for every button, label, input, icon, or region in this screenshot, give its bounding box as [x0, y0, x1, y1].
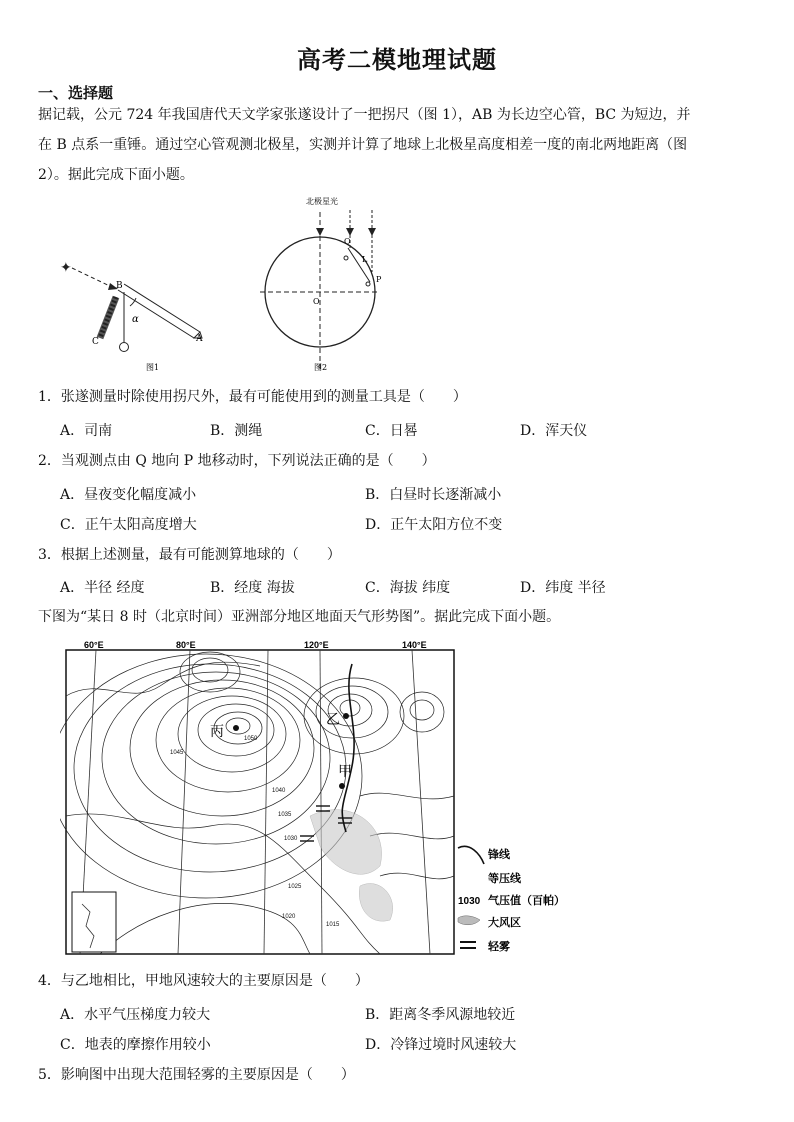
- intro-line-2: 在 B 点系一重锤。通过空心管观测北极星，实测并计算了地球上北极星高度相差一度的南北两地距离（图: [38, 137, 688, 153]
- fig2-label-o: O: [313, 297, 320, 306]
- isobar-label-1045: 1045: [170, 750, 184, 756]
- q3-option-d: D．纬度 半径: [520, 580, 606, 596]
- legend-value: 气压值（百帕）: [488, 895, 565, 907]
- q4-option-d: D．冷锋过境时风速较大: [365, 1037, 517, 1053]
- q2-option-a: A．昼夜变化幅度减小: [60, 487, 197, 503]
- fig2-top-label: 北极星光: [306, 197, 338, 206]
- isobar-label-1015: 1015: [326, 922, 340, 928]
- fig1-label-b: B: [116, 281, 123, 291]
- q4-stem: 4．与乙地相比，甲地风速较大的主要原因是（ ）: [38, 973, 369, 989]
- fig2-label-p: P: [376, 275, 382, 284]
- lon-140: 140°E: [402, 640, 427, 650]
- q1-option-a: A．司南: [60, 423, 113, 439]
- q4-option-c: C．地表的摩擦作用较小: [60, 1037, 211, 1053]
- isobar-label-1030: 1030: [284, 836, 298, 842]
- q3-option-a: A．半径 经度: [60, 580, 145, 596]
- q3-stem: 3．根据上述测量，最有可能测算地球的（ ）: [38, 547, 341, 563]
- q4-option-b: B．距离冬季风源地较近: [365, 1007, 516, 1023]
- page-title: 高考二模地理试题: [297, 46, 497, 74]
- legend-front: 锋线: [488, 849, 510, 861]
- star-icon: ✦: [60, 260, 72, 276]
- lon-60: 60°E: [84, 640, 104, 650]
- isobar-label-1025: 1025: [288, 884, 302, 890]
- legend-front-symbol: [458, 846, 484, 864]
- isobar-label-1040: 1040: [272, 788, 286, 794]
- map-legend: [458, 846, 565, 953]
- legend-wind-symbol: [458, 916, 480, 925]
- legend-fog: 轻雾: [488, 941, 510, 953]
- fig1-label-alpha: α: [132, 314, 139, 325]
- q1-option-c: C．日晷: [365, 423, 418, 439]
- fig2-label-l: L: [362, 255, 368, 264]
- figure-1: [60, 260, 203, 372]
- lon-120: 120°E: [304, 640, 329, 650]
- intro-line-1: 据记载，公元 724 年我国唐代天文学家张遂设计了一把拐尺（图 1），AB 为长边空心管，BC 为短边，并: [38, 107, 691, 123]
- figure-2: [260, 196, 382, 372]
- q2-option-d: D．正午太阳方位不变: [365, 517, 503, 533]
- legend-wind: 大风区: [488, 917, 521, 929]
- jia-marker: [339, 783, 345, 789]
- legend-value-num: 1030: [458, 896, 481, 907]
- fig1-label-a: A: [196, 334, 203, 344]
- intro-line-3: 2）。据此完成下面小题。: [38, 167, 194, 183]
- isobar-label-1035: 1035: [278, 812, 292, 818]
- legend-isobar: 等压线: [488, 873, 521, 885]
- yi-marker: [343, 713, 349, 719]
- fig2-caption: 图2: [314, 363, 328, 372]
- place-bing: 丙: [210, 724, 224, 740]
- isobar-label-1020: 1020: [282, 914, 296, 920]
- isobar-label-1050: 1050: [244, 736, 258, 742]
- weather-map: [60, 636, 600, 958]
- q2-stem: 2．当观测点由 Q 地向 P 地移动时，下列说法正确的是（ ）: [38, 453, 436, 469]
- fig1-label-c: C: [92, 337, 99, 347]
- q2-option-b: B．白昼时长逐渐减小: [365, 487, 502, 503]
- bing-marker: [233, 725, 239, 731]
- place-yi: 乙: [326, 712, 340, 728]
- fig2-label-q: Q: [344, 237, 351, 246]
- inset-map: [72, 892, 116, 952]
- q1-option-b: B．测绳: [210, 423, 263, 439]
- lon-80: 80°E: [176, 640, 196, 650]
- q5-stem: 5．影响图中出现大范围轻雾的主要原因是（ ）: [38, 1067, 355, 1083]
- q4-option-a: A．水平气压梯度力较大: [60, 1007, 211, 1023]
- figures-1-2: [50, 192, 410, 380]
- section-heading: 一、选择题: [38, 84, 114, 102]
- q3-option-c: C．海拔 纬度: [365, 580, 451, 596]
- intro-weather: 下图为“某日 8 时（北京时间）亚洲部分地区地面天气形势图”。据此完成下面小题。: [38, 609, 561, 625]
- place-jia: 甲: [338, 764, 352, 780]
- q3-option-b: B．经度 海拔: [210, 580, 295, 596]
- fig1-caption: 图1: [146, 363, 160, 372]
- q1-stem: 1．张遂测量时除使用拐尺外，最有可能使用到的测量工具是（ ）: [38, 389, 467, 405]
- q2-option-c: C．正午太阳高度增大: [60, 517, 197, 533]
- q1-option-d: D．浑天仪: [520, 423, 588, 439]
